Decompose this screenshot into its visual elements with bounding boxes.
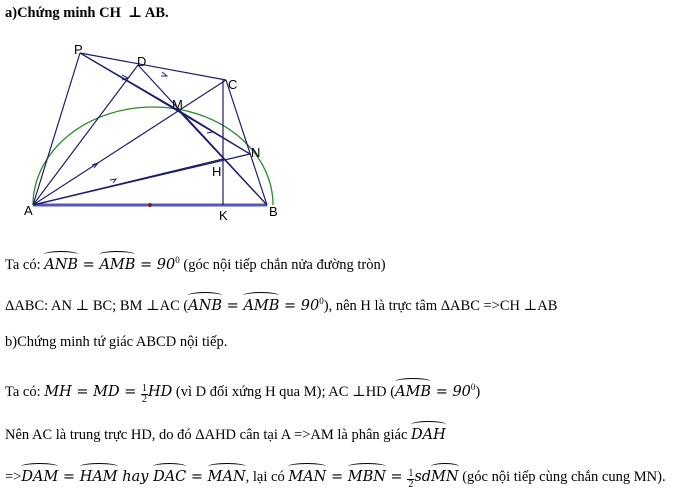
text: Ta có: <box>5 383 45 400</box>
text: => <box>5 469 22 485</box>
text: = 90 <box>431 383 471 400</box>
angle-mbn: MBN <box>347 469 386 485</box>
text: hay <box>117 469 154 485</box>
line-ta-co-angles <box>5 251 386 274</box>
section-a-heading <box>5 4 169 22</box>
text: b)Chứng minh tứ giác ABCD nội tiếp. <box>5 334 228 350</box>
segment-ah <box>33 159 223 205</box>
text: ) <box>475 383 481 400</box>
text: = <box>78 256 100 273</box>
text: ΔABC: AN ⊥ BC; BM ⊥AC ( <box>5 297 189 314</box>
geometry-figure <box>22 40 292 225</box>
text: = <box>186 469 208 485</box>
angle-dam: DAM <box>21 469 59 485</box>
text: = 90 <box>135 256 176 273</box>
label-p: P <box>74 42 83 57</box>
formula: MH = MD = <box>44 383 141 400</box>
label-n: N <box>251 145 261 160</box>
line-orthocenter <box>5 292 557 315</box>
text: = <box>222 297 244 314</box>
label-b: B <box>269 204 278 219</box>
label-k: K <box>219 208 228 223</box>
segment-ac <box>33 80 226 205</box>
text: (góc nội tiếp chắn nửa đường tròn) <box>179 256 386 273</box>
denominator: 2 <box>141 393 147 405</box>
angle-anb: ANB <box>188 297 223 314</box>
label-h: H <box>212 164 222 179</box>
text: sd <box>414 469 432 485</box>
angle-ham: HAM <box>79 469 118 485</box>
angle-man: MAN <box>288 469 327 485</box>
text: , lại có <box>245 469 289 485</box>
line-mh-md <box>5 378 480 405</box>
label-m: M <box>172 97 183 112</box>
angle-amb: AMB <box>99 256 136 273</box>
text: = <box>326 469 348 485</box>
section-b-heading <box>5 333 227 351</box>
numerator: 1 <box>408 468 414 479</box>
angle-amb: AMB <box>243 297 280 314</box>
label-c: C <box>228 77 238 92</box>
degree-sup: 0 <box>470 382 476 392</box>
segment-pa <box>33 53 80 205</box>
degree-sup: 0 <box>175 255 180 265</box>
fraction-half <box>141 384 148 405</box>
heading-perp: ⊥ <box>128 5 143 21</box>
text: (vì D đối xứng H qua M); AC ⊥HD ( <box>172 383 396 400</box>
line-perpendicular-bisector <box>5 426 446 444</box>
line-angle-equalities <box>5 468 666 490</box>
text: (góc nội tiếp cùng chắn cung MN). <box>458 469 666 485</box>
arc-mn: MN <box>431 469 459 485</box>
label-d: D <box>137 54 147 69</box>
denominator: 2 <box>408 479 414 490</box>
heading-ab: AB. <box>144 5 169 21</box>
text: = <box>58 469 80 485</box>
numerator: 1 <box>141 382 147 394</box>
text: = 90 <box>279 297 320 314</box>
center-dot <box>148 203 152 207</box>
text: = <box>385 469 408 485</box>
text: Nên AC là trung trực HD, do đó ΔAHD cân tại A =>AM là phân giác <box>5 427 412 443</box>
formula: HD <box>147 383 173 400</box>
text: ), nên H là trực tâm ΔABC =>CH ⊥AB <box>323 297 558 314</box>
label-a: A <box>24 203 33 218</box>
heading-prefix: a)Chứng minh <box>5 5 96 21</box>
angle-anb: ANB <box>44 256 79 273</box>
angle-dac: DAC <box>153 469 187 485</box>
angle-amb: AMB <box>395 383 432 400</box>
degree-sup: 0 <box>319 296 324 306</box>
angle-dah: DAH <box>411 427 446 443</box>
heading-ch: CH <box>99 5 121 21</box>
angle-man: MAN <box>207 469 246 485</box>
text: Ta có: <box>5 256 45 273</box>
